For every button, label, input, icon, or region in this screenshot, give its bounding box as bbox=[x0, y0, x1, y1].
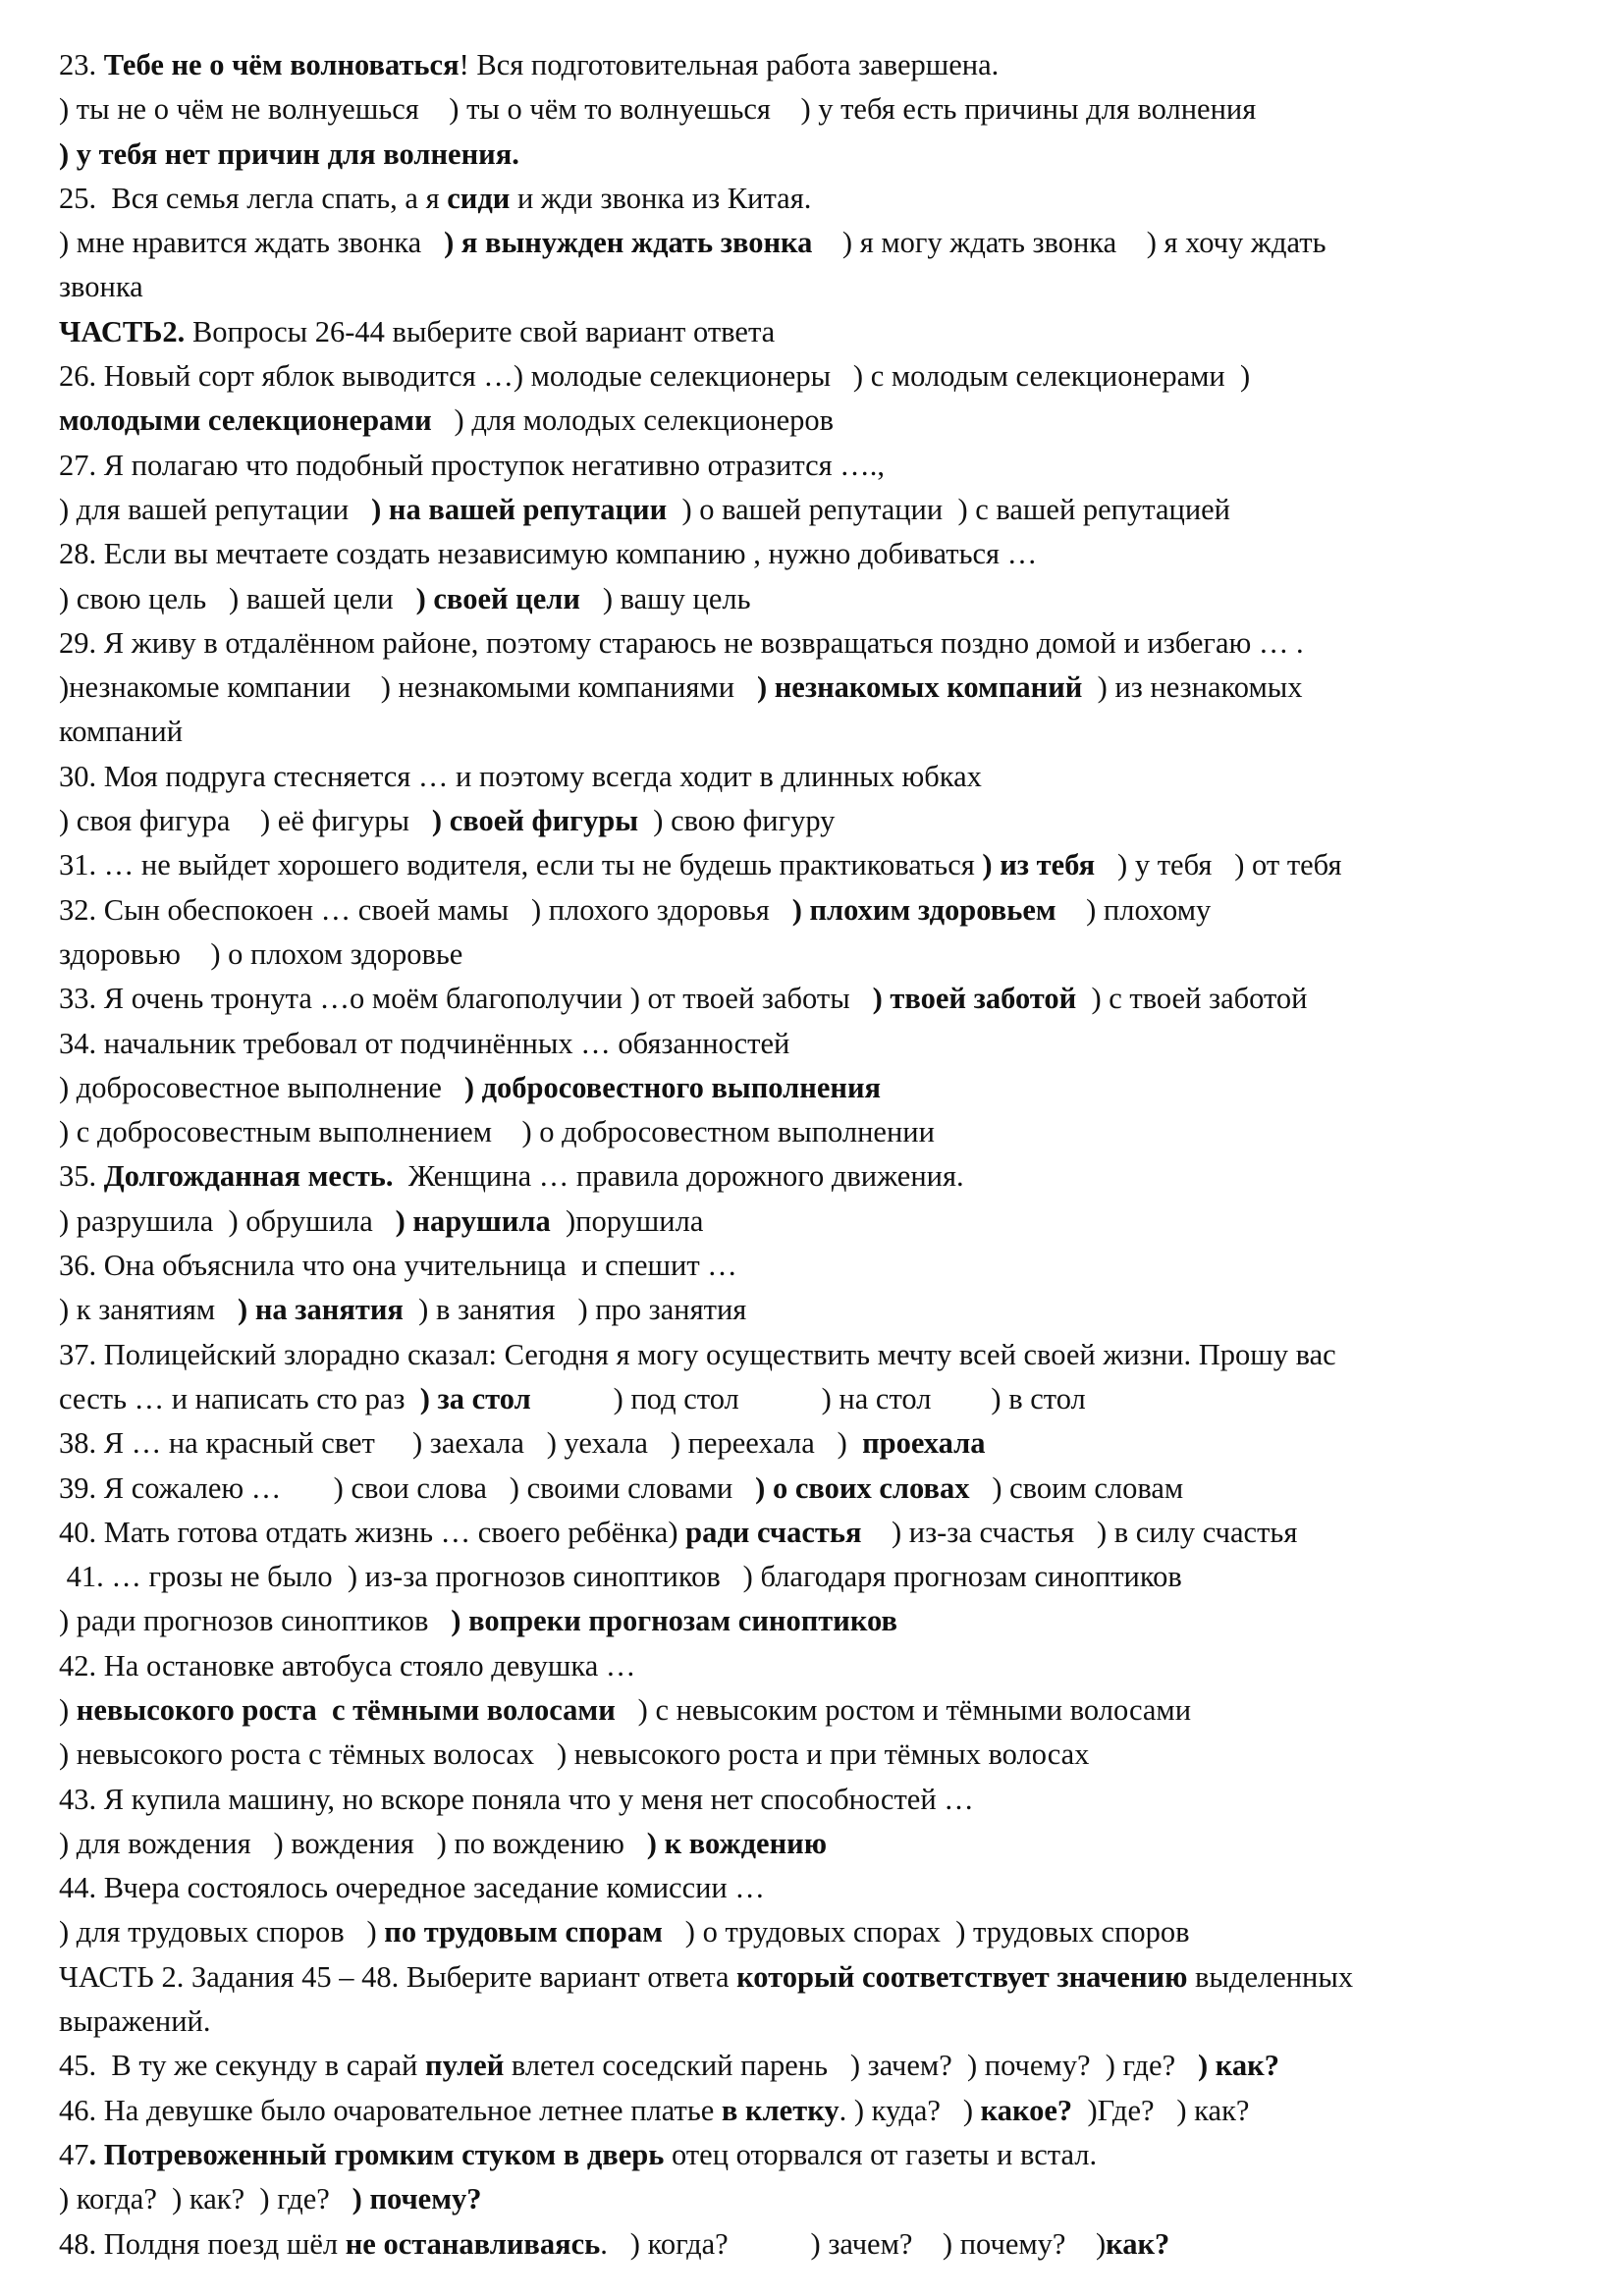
text-segment: ) добросовестное выполнение bbox=[59, 1070, 464, 1104]
bold-text-segment: по трудовым спорам bbox=[384, 1915, 663, 1949]
bold-text-segment: как? bbox=[1106, 2226, 1170, 2261]
text-segment: отец оторвался от газеты и встал. bbox=[664, 2137, 1098, 2171]
text-line bbox=[59, 2089, 1561, 2133]
text-segment: выражений. bbox=[59, 2004, 211, 2039]
text-segment: ) о вашей репутации ) с вашей репутацией bbox=[667, 492, 1230, 526]
text-line bbox=[59, 2133, 1561, 2177]
text-line bbox=[59, 1288, 1561, 1332]
bold-text-segment: ) нарушила bbox=[395, 1203, 551, 1238]
text-line bbox=[59, 1333, 1561, 1377]
text-line bbox=[59, 1377, 1561, 1421]
text-line bbox=[59, 1110, 1561, 1154]
text-segment: 26. Новый сорт яблок выводится …) молодые селекционеры ) с молодым селекционерами ) bbox=[59, 359, 1251, 394]
text-line bbox=[59, 43, 1561, 87]
text-segment: 29. Я живу в отдалённом районе, поэтому стараюсь не возвращаться поздно домой и избегаю … . bbox=[59, 625, 1304, 660]
text-line bbox=[59, 1599, 1561, 1643]
text-segment: 44. Вчера состоялось очередное заседание комиссии … bbox=[59, 1871, 765, 1905]
text-segment: здоровью ) о плохом здоровье bbox=[59, 936, 463, 971]
text-segment: ) свою цель ) вашей цели bbox=[59, 581, 416, 615]
bold-text-segment: . Потревоженный громким стуком в дверь bbox=[88, 2137, 665, 2171]
text-line bbox=[59, 1733, 1561, 1777]
text-segment: )порушила bbox=[550, 1203, 704, 1238]
text-line bbox=[59, 310, 1561, 354]
text-segment: 40. Мать готова отдать жизнь … своего ребёнка) bbox=[59, 1515, 686, 1549]
text-line bbox=[59, 2000, 1561, 2044]
text-line bbox=[59, 888, 1561, 933]
text-segment: 28. Если вы мечтаете создать независимую компанию , нужно добиваться … bbox=[59, 537, 1038, 571]
text-segment: ) невысокого роста с тёмных волосах ) невысокого роста и при тёмных волосах bbox=[59, 1737, 1090, 1772]
text-segment: компаний bbox=[59, 715, 184, 749]
text-segment: 41. … грозы не было ) из-за прогнозов синоптиков ) благодаря прогнозам синоптиков bbox=[59, 1560, 1182, 1594]
text-segment: 34. начальник требовал от подчинённых … обязанностей bbox=[59, 1026, 790, 1060]
text-line bbox=[59, 666, 1561, 710]
text-line bbox=[59, 1200, 1561, 1244]
text-line bbox=[59, 1555, 1561, 1599]
bold-text-segment: ) из тебя bbox=[982, 848, 1096, 882]
text-line bbox=[59, 354, 1561, 399]
text-line bbox=[59, 1511, 1561, 1555]
text-line bbox=[59, 2044, 1561, 2088]
text-segment: ) у тебя ) от тебя bbox=[1095, 848, 1342, 882]
text-line bbox=[59, 1022, 1561, 1066]
bold-text-segment: ) вопреки прогнозам синоптиков bbox=[451, 1604, 897, 1638]
text-segment: 38. Я … на красный свет ) заехала ) уехала ) переехала ) bbox=[59, 1426, 863, 1461]
bold-text-segment: молодыми селекционерами bbox=[59, 403, 432, 438]
text-line bbox=[59, 221, 1561, 265]
text-line bbox=[59, 1154, 1561, 1199]
text-segment: ) разрушила ) обрушила bbox=[59, 1203, 396, 1238]
text-segment: . ) когда? ) зачем? ) почему? ) bbox=[600, 2226, 1107, 2261]
text-line bbox=[59, 87, 1561, 132]
text-segment: 27. Я полагаю что подобный проступок негативно отразится …., bbox=[59, 448, 886, 482]
text-segment: 39. Я сожалею … ) свои слова ) своими словами bbox=[59, 1470, 756, 1505]
text-line bbox=[59, 1822, 1561, 1866]
text-segment: ) свою фигуру bbox=[638, 804, 836, 838]
text-segment: 43. Я купила машину, но вскоре поняла что у меня нет способностей … bbox=[59, 1782, 974, 1816]
text-segment: ! Вся подготовительная работа завершена. bbox=[459, 48, 1000, 81]
bold-text-segment: ЧАСТЬ2. bbox=[59, 314, 186, 348]
bold-text-segment: ) на вашей репутации bbox=[371, 492, 668, 526]
text-line bbox=[59, 1467, 1561, 1511]
bold-text-segment: ) своей цели bbox=[415, 581, 580, 615]
text-segment: ) с невысоким ростом и тёмными волосами bbox=[615, 1692, 1192, 1727]
bold-text-segment: в клетку bbox=[721, 2093, 839, 2127]
bold-text-segment: сиди bbox=[447, 181, 511, 215]
text-segment: ) для вождения ) вождения ) по вождению bbox=[59, 1826, 647, 1860]
bold-text-segment: ради счастья bbox=[685, 1515, 862, 1549]
text-line bbox=[59, 1066, 1561, 1110]
text-segment: 33. Я очень тронута …о моём благополучии ) от твоей заботы bbox=[59, 982, 873, 1016]
text-line bbox=[59, 488, 1561, 532]
text-segment: ) о трудовых спорах ) трудовых споров bbox=[662, 1915, 1190, 1949]
text-segment: ) своя фигура ) её фигуры bbox=[59, 804, 432, 838]
bold-text-segment: ) незнакомых компаний bbox=[756, 670, 1083, 705]
text-segment: 35. bbox=[59, 1159, 104, 1194]
text-line bbox=[59, 2222, 1561, 2267]
text-line bbox=[59, 1778, 1561, 1822]
text-segment: звонка bbox=[59, 270, 143, 304]
text-line bbox=[59, 577, 1561, 621]
text-line bbox=[59, 1866, 1561, 1910]
bold-text-segment: ) почему? bbox=[352, 2182, 482, 2216]
text-segment: ) с твоей заботой bbox=[1076, 982, 1308, 1016]
text-segment: ) плохому bbox=[1056, 892, 1212, 927]
text-line bbox=[59, 799, 1561, 843]
text-segment: ) своим словам bbox=[969, 1470, 1184, 1505]
text-segment: ) ты не о чём не волнуешься ) ты о чём то волнуешься ) у тебя есть причины для волнения bbox=[59, 92, 1257, 127]
text-segment: ) bbox=[59, 1692, 77, 1727]
text-segment: Вопросы 26-44 выберите свой вариант ответа bbox=[185, 314, 776, 348]
text-line bbox=[59, 755, 1561, 799]
text-segment: ) мне нравится ждать звонка bbox=[59, 226, 445, 260]
text-segment: ) для вашей репутации bbox=[59, 492, 372, 526]
bold-text-segment: ) как? bbox=[1198, 2049, 1279, 2083]
text-line bbox=[59, 933, 1561, 977]
bold-text-segment: ) о своих словах bbox=[755, 1470, 970, 1505]
text-line bbox=[59, 843, 1561, 887]
bold-text-segment: ) своей фигуры bbox=[431, 804, 639, 838]
bold-text-segment: Долгожданная месть. bbox=[103, 1159, 394, 1194]
text-segment: и жди звонка из Китая. bbox=[510, 181, 812, 215]
text-segment: ) вашу цель bbox=[579, 581, 751, 615]
text-line bbox=[59, 444, 1561, 488]
text-segment: ) к занятиям bbox=[59, 1293, 239, 1327]
text-segment: 31. … не выйдет хорошего водителя, если ты не будешь практиковаться bbox=[59, 848, 983, 882]
text-line bbox=[59, 399, 1561, 443]
bold-text-segment: ) твоей заботой bbox=[872, 982, 1077, 1016]
text-segment: влетел соседский парень ) зачем? ) почему? ) где? bbox=[504, 2049, 1199, 2083]
bold-text-segment: ) у тебя нет причин для волнения. bbox=[59, 136, 519, 171]
bold-text-segment: пулей bbox=[425, 2049, 505, 2083]
text-segment: 45. В ту же секунду в сарай bbox=[59, 2049, 425, 2083]
bold-text-segment: который соответствует значению bbox=[736, 1959, 1188, 1994]
text-segment: ЧАСТЬ 2. Задания 45 – 48. Выберите вариант ответа bbox=[59, 1959, 737, 1994]
text-segment: ) из-за счастья ) в силу счастья bbox=[861, 1515, 1298, 1549]
text-line bbox=[59, 1644, 1561, 1688]
bold-text-segment: ) добросовестного выполнения bbox=[463, 1070, 882, 1104]
bold-text-segment: какое? bbox=[980, 2093, 1073, 2127]
text-segment: 46. На девушке было очаровательное летнее платье bbox=[59, 2093, 722, 2127]
text-segment: сесть … и написать сто раз bbox=[59, 1381, 420, 1415]
text-line bbox=[59, 133, 1561, 177]
bold-text-segment: ) плохим здоровьем bbox=[791, 892, 1056, 927]
text-line bbox=[59, 1688, 1561, 1733]
bold-text-segment: проехала bbox=[862, 1426, 986, 1461]
text-line bbox=[59, 1421, 1561, 1466]
text-segment: ) для молодых селекционеров bbox=[431, 403, 835, 438]
text-line bbox=[59, 710, 1561, 754]
text-segment: )Где? ) как? bbox=[1072, 2093, 1250, 2127]
text-line bbox=[59, 977, 1561, 1021]
text-line bbox=[59, 621, 1561, 666]
text-segment: ) ради прогнозов синоптиков bbox=[59, 1604, 452, 1638]
text-segment: ) под стол ) на стол ) в стол bbox=[530, 1381, 1086, 1415]
text-segment: 47 bbox=[59, 2137, 89, 2171]
bold-text-segment: ) на занятия bbox=[238, 1293, 404, 1327]
text-line bbox=[59, 1910, 1561, 1954]
text-segment: . ) куда? ) bbox=[839, 2093, 981, 2127]
text-segment: ) из незнакомых bbox=[1082, 670, 1303, 705]
text-segment: ) когда? ) как? ) где? bbox=[59, 2182, 352, 2216]
text-segment: 25. Вся семья легла спать, а я bbox=[59, 181, 448, 215]
text-segment: 48. Полдня поезд шёл bbox=[59, 2226, 346, 2261]
bold-text-segment: ) я вынужден ждать звонка bbox=[444, 226, 813, 260]
text-segment: ) с добросовестным выполнением ) о добросовестном выполнении bbox=[59, 1115, 935, 1149]
text-line bbox=[59, 177, 1561, 221]
text-line bbox=[59, 265, 1561, 309]
text-segment: 30. Моя подруга стесняется … и поэтому всегда ходит в длинных юбках bbox=[59, 759, 982, 793]
text-line bbox=[59, 1955, 1561, 2000]
bold-text-segment: Тебе не о чём волноваться bbox=[103, 48, 460, 81]
text-segment: 36. Она объяснила что она учительница и спешит … bbox=[59, 1249, 737, 1283]
text-segment: )незнакомые компании ) незнакомыми компаниями bbox=[59, 670, 757, 705]
text-line bbox=[59, 532, 1561, 576]
bold-text-segment: не останавливаясь bbox=[345, 2226, 601, 2261]
text-line bbox=[59, 1244, 1561, 1288]
text-segment: ) я могу ждать звонка ) я хочу ждать bbox=[812, 226, 1326, 260]
text-segment: ) для трудовых споров ) bbox=[59, 1915, 385, 1949]
bold-text-segment: ) за стол bbox=[419, 1381, 531, 1415]
text-segment: 32. Сын обеспокоен … своей мамы ) плохого здоровья bbox=[59, 892, 792, 927]
bold-text-segment: невысокого роста с тёмными волосами bbox=[76, 1692, 616, 1727]
text-segment: 42. На остановке автобуса стояло девушка … bbox=[59, 1648, 636, 1682]
document-page bbox=[59, 43, 1561, 2267]
text-segment: Женщина … правила дорожного движения. bbox=[393, 1159, 964, 1194]
text-line bbox=[59, 2177, 1561, 2221]
text-segment: выделенных bbox=[1187, 1959, 1354, 1994]
text-segment: ) в занятия ) про занятия bbox=[403, 1293, 747, 1327]
bold-text-segment: ) к вождению bbox=[646, 1826, 828, 1860]
text-segment: 23. bbox=[59, 48, 104, 81]
text-segment: 37. Полицейский злорадно сказал: Сегодня я могу осуществить мечту всей своей жизни. Прошу вас bbox=[59, 1337, 1336, 1371]
